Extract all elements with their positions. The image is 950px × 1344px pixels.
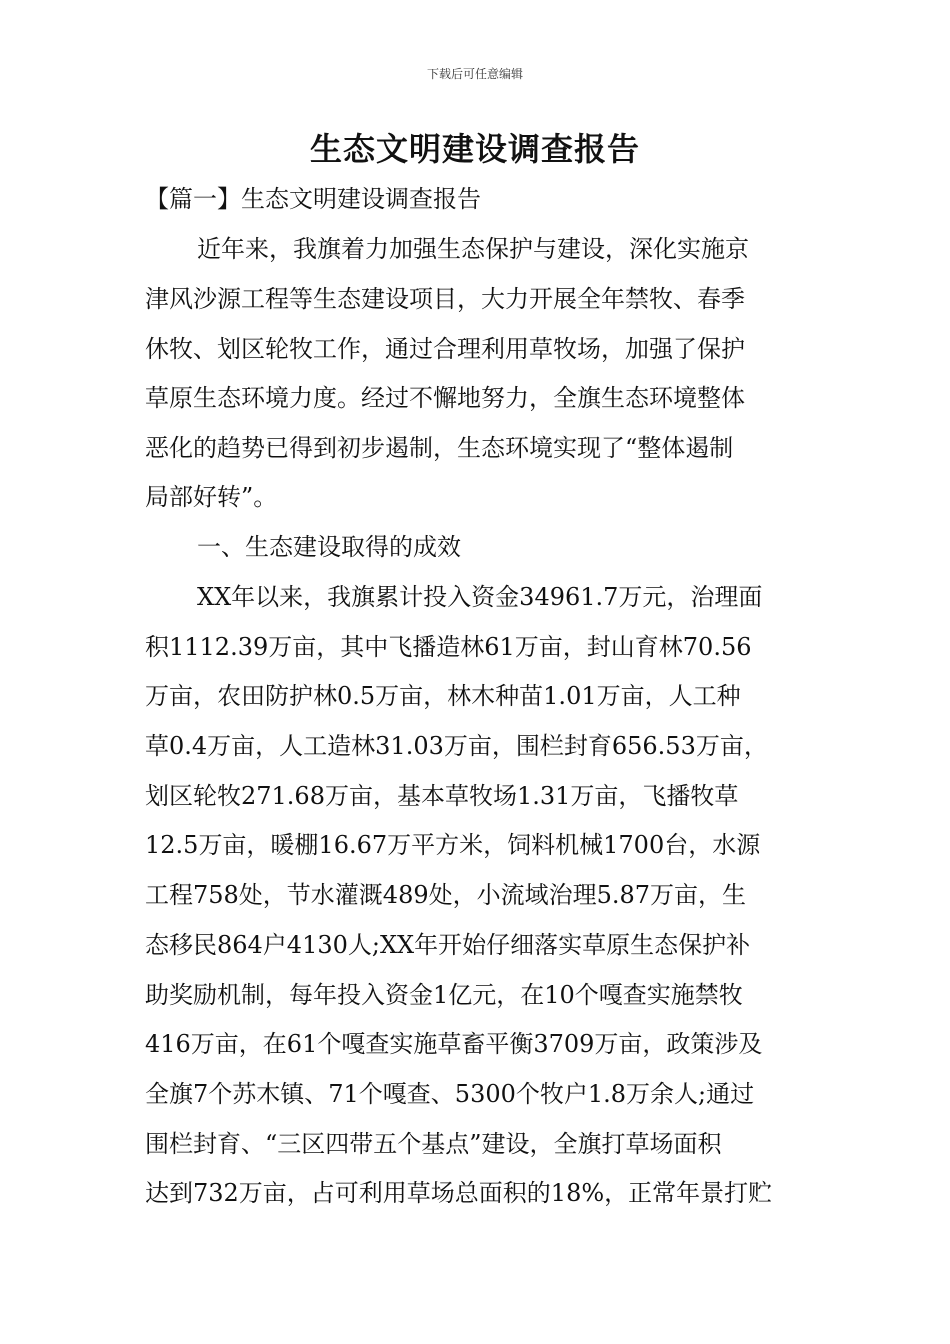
paragraph-line: 工程758处，节水灌溉489处，小流域治理5.87万亩，生	[145, 881, 747, 909]
paragraph-line: 恶化的趋势已得到初步遏制，生态环境实现了“整体遏制	[145, 434, 734, 462]
section-heading: 【篇一】生态文明建设调查报告	[145, 185, 481, 213]
subheading: 一、生态建设取得的成效	[197, 533, 461, 561]
paragraph-line: 态移民864户4130人;XX年开始仔细落实草原生态保护补	[145, 931, 751, 959]
paragraph-line: XX年以来，我旗累计投入资金34961.7万元，治理面	[197, 583, 763, 611]
paragraph-line: 休牧、划区轮牧工作，通过合理利用草牧场，加强了保护	[145, 335, 745, 363]
document-title: 生态文明建设调查报告	[309, 130, 640, 168]
paragraph-line: 助奖励机制，每年投入资金1亿元，在10个嘎查实施禁牧	[145, 981, 743, 1009]
paragraph-line: 划区轮牧271.68万亩，基本草牧场1.31万亩，飞播牧草	[145, 782, 739, 810]
paragraph-line: 围栏封育、“三区四带五个基点”建设，全旗打草场面积	[145, 1130, 722, 1158]
paragraph-line: 草原生态环境力度。经过不懈地努力，全旗生态环境整体	[145, 384, 745, 412]
paragraph-line: 局部好转”。	[145, 483, 278, 511]
paragraph-line: 积1112.39万亩，其中飞播造林61万亩，封山育林70.56	[145, 633, 752, 661]
paragraph-line: 近年来，我旗着力加强生态保护与建设，深化实施京	[197, 235, 749, 263]
paragraph-line: 达到732万亩，占可利用草场总面积的18%，正常年景打贮	[145, 1179, 773, 1207]
header-note: 下载后可任意编辑	[426, 67, 523, 81]
paragraph-line: 万亩，农田防护林0.5万亩，林木种苗1.01万亩，人工种	[145, 682, 741, 710]
paragraph-line: 草0.4万亩，人工造林31.03万亩，围栏封育656.53万亩，	[145, 732, 768, 760]
paragraph-line: 全旗7个苏木镇、71个嘎查、5300个牧户1.8万余人;通过	[145, 1080, 755, 1108]
paragraph-line: 津风沙源工程等生态建设项目，大力开展全年禁牧、春季	[145, 285, 745, 313]
paragraph-line: 416万亩，在61个嘎查实施草畜平衡3709万亩，政策涉及	[145, 1030, 763, 1058]
paragraph-line: 12.5万亩，暖棚16.67万平方米，饲料机械1700台，水源	[145, 831, 761, 859]
